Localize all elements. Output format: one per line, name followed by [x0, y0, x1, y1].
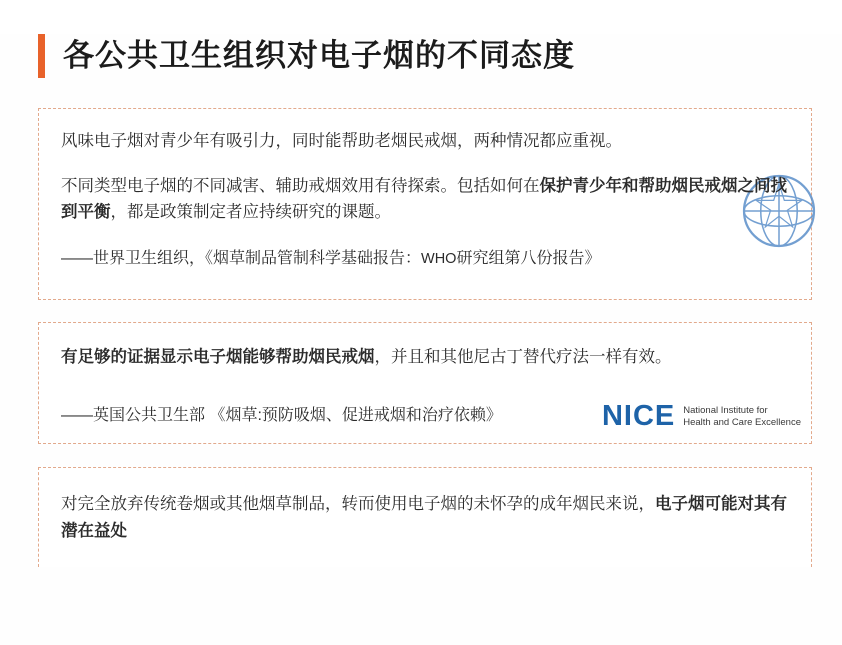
who-p2-bold-1: 保护青少年和帮助 [539, 176, 672, 195]
who-paragraph-1: 风味电子烟对青少年有吸引力，同时能帮助老烟民戒烟，两种情况都应重视。 [61, 132, 622, 150]
who-p2-text-2: ，都是政策制定者应持续研究的课题。 [110, 203, 391, 222]
who-source-caps: WHO [421, 251, 457, 268]
nice-subtitle-line-1: National Institute for [683, 404, 768, 416]
phe-paragraph [39, 323, 811, 371]
who-p2-bold-2: 烟民戒烟之间找到平衡 [61, 176, 787, 222]
page-title-text: 各公共卫生组织对电子烟的不同态度 [63, 37, 575, 73]
title-accent-bar [38, 34, 45, 78]
nice-logo [602, 402, 801, 431]
quote-block-who [38, 108, 812, 300]
nice-subtitle [683, 405, 801, 429]
page-title [38, 34, 842, 78]
quote-block-third [38, 467, 812, 567]
document-page [0, 34, 842, 645]
nice-subtitle-line-2: Health and Care Excellence [683, 416, 801, 428]
phe-paragraph-rest: ，并且和其他尼古丁替代疗法一样有效。 [374, 348, 672, 366]
third-paragraph-text: 对完全放弃传统卷烟或其他烟草制品，转而使用电子烟的未怀孕的成年烟民来说， [61, 495, 655, 513]
who-source-prefix: ——世界卫生组织，《烟草制品管制科学基础报告： [61, 250, 422, 268]
who-source [39, 226, 811, 272]
who-source-suffix: 研究组第八份报告》 [456, 250, 601, 268]
phe-source: ——英国公共卫生部 《烟草:预防吸烟、促进戒烟和治疗依赖》 [61, 406, 502, 424]
nice-wordmark: NICE [601, 400, 676, 432]
third-paragraph-bold: 电子烟可能对其有潜在益处 [61, 495, 787, 540]
third-paragraph [39, 468, 811, 544]
who-p2-text-1: 不同类型电子烟的不同减害、辅助戒烟效用有待探索。包括如何在 [61, 176, 540, 195]
phe-paragraph-bold: 有足够的证据显示电子烟能够帮助烟民戒烟 [61, 348, 375, 366]
quote-block-phe [38, 322, 812, 444]
who-paragraph-2 [39, 155, 811, 226]
